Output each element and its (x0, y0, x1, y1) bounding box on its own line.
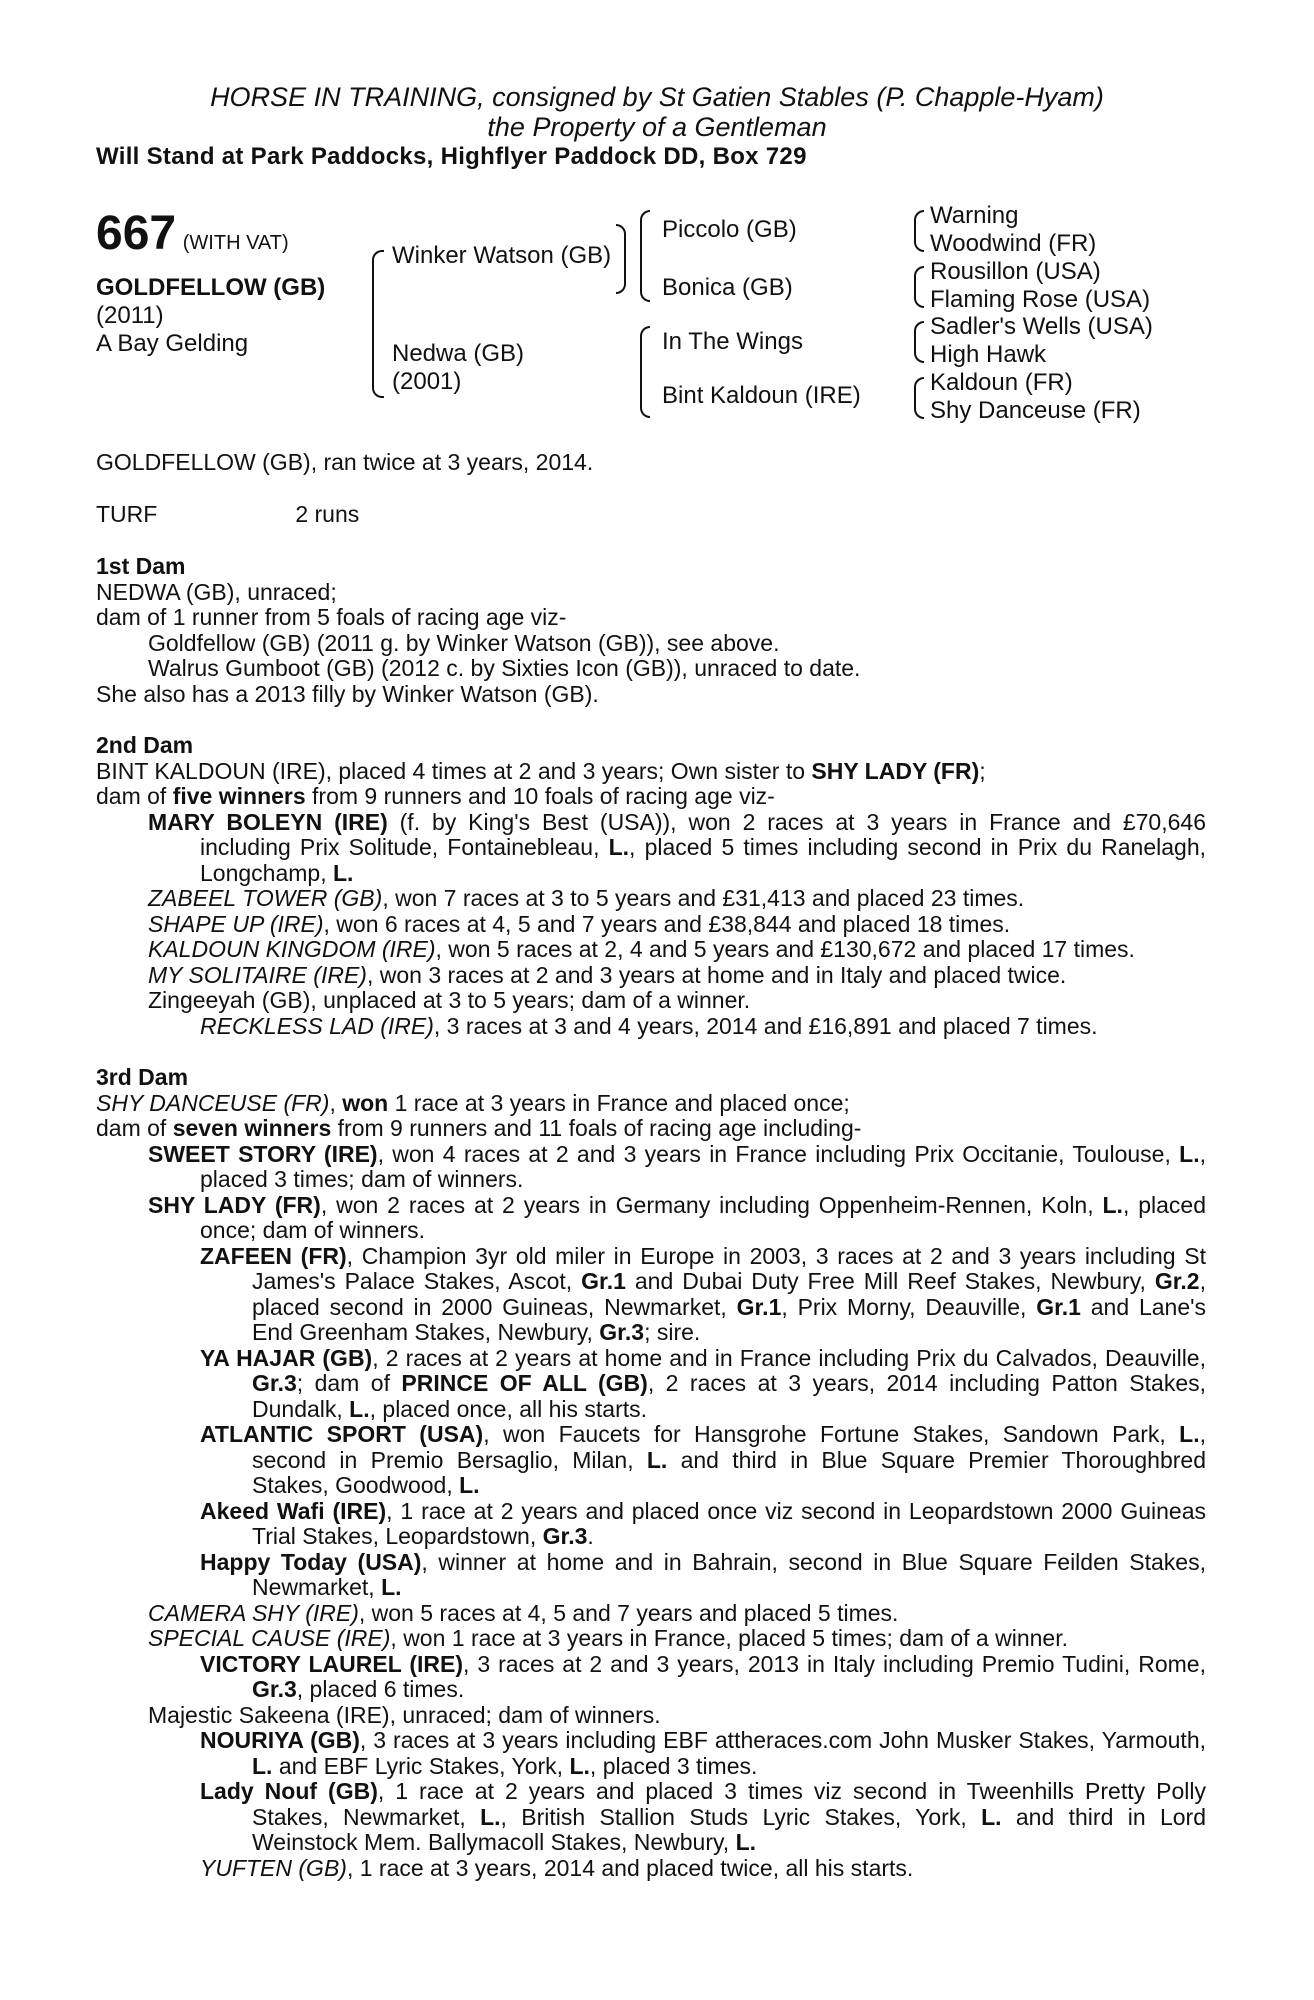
third-dam-produce-intro: dam of seven winners from 9 runners and 11 foals of racing age including- (96, 1115, 862, 1141)
produce-zabeel-tower: ZABEEL TOWER (GB), won 7 races at 3 to 5 years and £31,413 and placed 23 times. (148, 885, 1025, 911)
turf-label: TURF (96, 500, 158, 527)
produce-mary-boleyn: MARY BOLEYN (IRE) (f. by King's Best (USA)), won 2 races at 3 years in France and £70,646 including Prix Solitude, Fontainebleau, L., placed 5 times including second in Prix du Ranelagh, Longchamp, L. (148, 808, 1207, 886)
ped-sss: Warning (930, 202, 1019, 229)
ped-dss: Sadler's Wells (USA) (930, 313, 1153, 340)
third-dam-heading: 3rd Dam (96, 1064, 189, 1090)
produce-camera-shy: CAMERA SHY (IRE), won 5 races at 4, 5 and 7 years and placed 5 times. (148, 1599, 899, 1626)
dam-sire: In The Wings (662, 328, 803, 355)
sire-sire: Piccolo (GB) (662, 216, 797, 243)
pedigree-brace-3 (914, 321, 924, 363)
second-dam-produce-intro: dam of five winners from 9 runners and 10 foals of racing age viz- (96, 783, 775, 809)
produce-reckless-lad: RECKLESS LAD (IRE), 3 races at 3 and 4 years, 2014 and £16,891 and placed 7 times. (200, 1012, 1098, 1039)
produce-shy-lady: SHY LADY (FR), won 2 races at 2 years in Germany including Oppenheim-Rennen, Koln, L., placed once; dam of winners. (148, 1191, 1207, 1243)
header-consignor: HORSE IN TRAINING, consigned by St Gatien Stables (P. Chapple-Hyam) (210, 82, 1104, 112)
produce-yuften: YUFTEN (GB), 1 race at 3 years, 2014 and placed twice, all his starts. (200, 1854, 914, 1881)
dam-name: Nedwa (GB) (392, 340, 525, 367)
pedigree-brace-1 (914, 210, 924, 252)
produce-atlantic-sport: ATLANTIC SPORT (USA), won Faucets for Hansgrohe Fortune Stakes, Sandown Park, L., second in Premio Bersaglio, Milan, L. and third in Blue Square Premier Thoroughbred Stakes, Goodwood, L. (200, 1421, 1207, 1498)
lot-number: 667 (96, 207, 177, 260)
produce-majestic-sakeena: Majestic Sakeena (IRE), unraced; dam of winners. (148, 1701, 661, 1728)
first-dam-produce-intro: dam of 1 runner from 5 foals of racing age viz- (96, 604, 567, 630)
ped-ssd: Woodwind (FR) (930, 230, 1097, 257)
vat-label: (WITH VAT) (182, 232, 289, 254)
pedigree-brace-ss-sd (640, 210, 650, 302)
header-property: the Property of a Gentleman (487, 112, 827, 142)
produce-akeed-wafi: Akeed Wafi (IRE), 1 race at 2 years and placed once viz second in Leopardstown 2000 Guineas Trial Stakes, Leopardstown, Gr.3. (200, 1497, 1206, 1549)
first-dam-note: She also has a 2013 filly by Winker Watson (GB). (96, 680, 599, 707)
third-dam-line: SHY DANCEUSE (FR), won 1 race at 3 years in France and placed once; (96, 1089, 850, 1116)
produce-zingeeyah: Zingeeyah (GB), unplaced at 3 to 5 years; dam of a winner. (148, 987, 751, 1013)
ped-sdd: Flaming Rose (USA) (930, 286, 1151, 313)
catalogue-body (96, 450, 1206, 1881)
produce-ya-hajar: YA HAJAR (GB), 2 races at 2 years at home and in France including Prix du Calvados, Deauville, Gr.3; dam of PRINCE OF ALL (GB), 2 races at 3 years, 2014 including Patton Stakes, Dundalk, L., placed once, all his starts. (200, 1344, 1206, 1422)
sire-name: Winker Watson (GB) (392, 242, 612, 269)
first-dam-produce-2: Walrus Gumboot (GB) (2012 c. by Sixties Icon (GB)), unraced to date. (148, 655, 861, 681)
ped-dsd: High Hawk (930, 341, 1047, 368)
pedigree-brace-main (372, 250, 384, 398)
horse-description: A Bay Gelding (96, 330, 249, 357)
produce-nouriya: NOURIYA (GB), 3 races at 3 years including EBF attheraces.com John Musker Stakes, Yarmouth, L. and EBF Lyric Stakes, York, L., placed 3 times. (200, 1727, 1206, 1779)
lot-number-line (96, 207, 289, 260)
dam-year: (2001) (392, 368, 462, 395)
produce-shape-up: SHAPE UP (IRE), won 6 races at 4, 5 and 7 years and £38,844 and placed 18 times. (148, 910, 1011, 937)
ped-dds: Kaldoun (FR) (930, 369, 1073, 396)
horse-year: (2011) (96, 302, 164, 329)
pedigree-brace-4 (914, 377, 924, 419)
produce-sweet-story: SWEET STORY (IRE), won 4 races at 2 and 3 years in France including Prix Occitanie, Toulouse, L., placed 3 times; dam of winners. (148, 1140, 1206, 1192)
race-summary: GOLDFELLOW (GB), ran twice at 3 years, 2014. (96, 449, 594, 475)
produce-kaldoun-kingdom: KALDOUN KINGDOM (IRE), won 5 races at 2, 4 and 5 years and £130,672 and placed 17 times. (148, 936, 1135, 962)
pedigree-brace-2 (914, 266, 924, 308)
produce-happy-today: Happy Today (USA), winner at home and in Bahrain, second in Blue Square Feilden Stakes, Newmarket, L. (200, 1548, 1206, 1600)
ped-sds: Rousillon (USA) (930, 258, 1101, 285)
produce-my-solitaire: MY SOLITAIRE (IRE), won 3 races at 2 and 3 years at home and in Italy and placed twice. (148, 961, 1067, 988)
sire-dam: Bonica (GB) (662, 274, 793, 301)
pedigree-brace-sire (616, 224, 626, 294)
pedigree-brace-ds-dd (640, 326, 650, 418)
produce-special-cause: SPECIAL CAUSE (IRE), won 1 race at 3 years in France, placed 5 times; dam of a winner. (148, 1625, 1068, 1651)
ped-ddd: Shy Danceuse (FR) (930, 397, 1141, 424)
first-dam-heading: 1st Dam (96, 553, 186, 579)
produce-victory-laurel: VICTORY LAUREL (IRE), 3 races at 2 and 3 years, 2013 in Italy including Premio Tudini, Rome, Gr.3, placed 6 times. (200, 1650, 1206, 1702)
horse-name: GOLDFELLOW (GB) (96, 274, 326, 301)
produce-lady-nouf: Lady Nouf (GB), 1 race at 2 years and placed 3 times viz second in Tweenhills Pretty Polly Stakes, Newmarket, L., British Stallion Studs Lyric Stakes, York, L. and third in Lord Weinstock Mem. Ballymacoll Stakes, Newbury, L. (200, 1778, 1206, 1855)
first-dam-produce-1: Goldfellow (GB) (2011 g. by Winker Watson (GB)), see above. (148, 629, 780, 656)
second-dam-line: BINT KALDOUN (IRE), placed 4 times at 2 and 3 years; Own sister to SHY LADY (FR); (96, 757, 986, 784)
first-dam-line: NEDWA (GB), unraced; (96, 578, 337, 605)
turf-value: 2 runs (295, 500, 360, 527)
second-dam-heading: 2nd Dam (96, 732, 194, 758)
dam-dam: Bint Kaldoun (IRE) (662, 382, 861, 409)
turf-record (96, 502, 1206, 528)
produce-zafeen: ZAFEEN (FR), Champion 3yr old miler in Europe in 2003, 3 races at 2 and 3 years including St James's Palace Stakes, Ascot, Gr.1 and Dubai Duty Free Mill Reef Stakes, Newbury, Gr.2, placed second in 2000 Guineas, Newmarket, Gr.1, Prix Morny, Deauville, Gr.1 and Lane's End Greenham Stakes, Newbury, Gr.3; sire. (200, 1242, 1206, 1345)
header-location: Will Stand at Park Paddocks, Highflyer Paddock DD, Box 729 (96, 143, 807, 170)
